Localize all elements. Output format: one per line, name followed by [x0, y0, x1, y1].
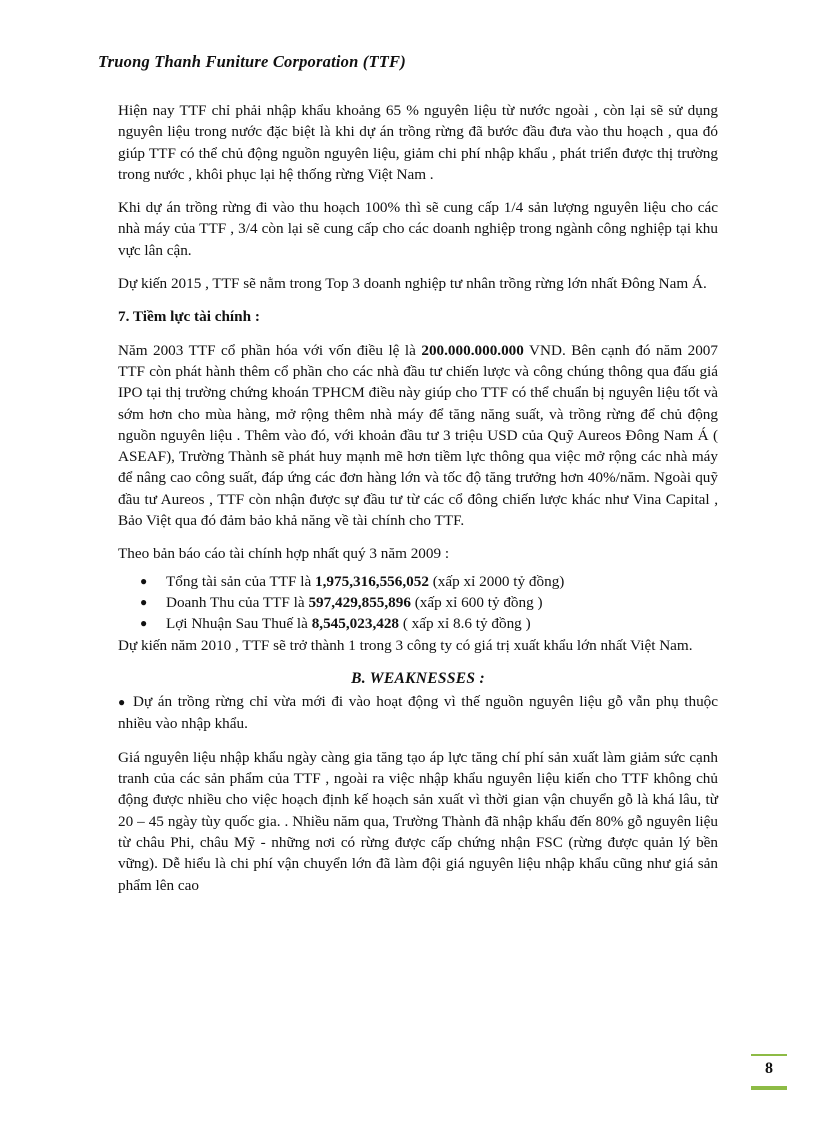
accent-line-bottom: [751, 1086, 787, 1090]
capital-value: 200.000.000.000: [421, 341, 524, 359]
list-item: [140, 592, 718, 613]
weakness-text: Dự án trồng rừng chỉ vừa mới đi vào hoạt động vì thế nguồn nguyên liệu gỗ vẫn phụ thuộc nhiều vào nhập khẩu.: [118, 693, 718, 733]
report-intro: Theo bản báo cáo tài chính hợp nhất quý 3 năm 2009 :: [118, 545, 450, 563]
accent-line-top: [751, 1054, 787, 1056]
paragraph: Khi dự án trồng rừng đi vào thu hoạch 100% thì sẽ cung cấp 1/4 sản lượng nguyên liệu cho các nhà máy của TTF , 3/4 còn lại sẽ cung cấp cho các doanh nghiệp trong ngành công nghiệp tại khu vực lân cận.: [118, 199, 718, 259]
document-header: Truong Thanh Funiture Corporation (TTF): [98, 52, 406, 71]
page-number-box: [751, 1054, 787, 1090]
weaknesses-heading: B. WEAKNESSES :: [351, 669, 485, 687]
item-value: 597,429,855,896: [308, 593, 411, 611]
bullet-icon: ●: [140, 594, 148, 609]
list-item: [140, 571, 718, 592]
page-content: [118, 100, 718, 908]
item-note: (xấp xỉ 2000 tỷ đồng): [428, 572, 565, 590]
list-item: [140, 613, 718, 634]
page-number: 8: [765, 1060, 773, 1077]
bullet-icon: ●: [140, 616, 148, 631]
section-heading: 7. Tiềm lực tài chính :: [118, 308, 260, 326]
financial-list: [118, 571, 718, 635]
paragraph: Hiện nay TTF chỉ phải nhập khẩu khoảng 65 % nguyên liệu từ nước ngoài , còn lại sẽ sử dụng nguyên liệu trong nước đặc biệt là khi dự án trồng rừng đã bước đầu đưa vào thu hoạch , qua đó giúp TTF có thể chủ động nguồn nguyên liệu, giảm chi phí nhập khẩu , phát triển được thị trường trong nước , khôi phục lại hệ thống rừng Việt Nam .: [118, 102, 718, 183]
bullet-icon: ●: [140, 573, 148, 588]
item-value: 1,975,316,556,052: [315, 572, 429, 590]
weakness-bullet: [118, 691, 718, 735]
bullet-icon: ●: [118, 695, 128, 710]
item-value: 8,545,023,428: [311, 615, 400, 633]
item-note: ( xấp xỉ 8.6 tỷ đồng ): [399, 615, 531, 633]
text-span: VND. Bên cạnh đó năm 2007 TTF còn phát hành thêm cổ phần cho các nhà đầu tư chiến lược và công chúng thông qua đấu giá IPO tại thị trường chứng khoán TPHCM điều này giúp cho TTF có thể chuẩn bị nguyên liệu tốt và sớm hơn cho mùa hàng, mở rộng thêm nhà máy để tăng năng suất, và trồng rừng để chủ động nguồn nguyên liệu . Thêm vào đó, với khoản đầu tư 3 triệu USD của Quỹ Aureos Đông Nam Á ( ASEAF), Trường Thành sẽ phát huy mạnh mẽ hơn tiềm lực thông qua việc mở rộng các nhà máy để nâng cao công suất, đáp ứng các đơn hàng lớn và tốc độ tăng trưởng hơn 40%/năm. Ngoài quỹ đầu tư Aureos , TTF còn nhận được sự đầu tư từ các cổ đông chiến lược khác như Vina Capital , Bảo Việt qua đó đảm bảo khả năng về tài chính cho TTF.: [118, 341, 718, 530]
item-label: Doanh Thu của TTF là: [166, 593, 309, 611]
paragraph: Giá nguyên liệu nhập khẩu ngày càng gia tăng tạo áp lực tăng chí phí sản xuất làm giảm sức cạnh tranh của các sản phẩm của TTF , ngoài ra việc nhập khẩu nguyên liệu kiến cho TTF không chủ động được nhiều cho việc hoạch định kế hoạch sản xuất vì thời gian vận chuyển gỗ là khá lâu, từ 20 – 45 ngày tùy quốc gia. . Nhiều năm qua, Trường Thành đã nhập khẩu đến 80% gỗ nguyên liệu từ châu Phi, châu Mỹ - những nơi có rừng được cấp chứng nhận FSC (rừng được quản lý bền vững). Dễ hiểu là chi phí vận chuyển lớn đã làm đội giá nguyên liệu nhập khẩu cũng như giá sản phẩm lên cao: [118, 748, 718, 894]
item-label: Tổng tài sản của TTF là: [166, 572, 316, 590]
paragraph-capital: [118, 340, 718, 532]
text-span: Năm 2003 TTF cổ phần hóa với vốn điều lệ là: [118, 341, 422, 359]
item-label: Lợi Nhuận Sau Thuế là: [166, 615, 312, 633]
outlook-paragraph: Dự kiến năm 2010 , TTF sẽ trở thành 1 trong 3 công ty có giá trị xuất khẩu lớn nhất Việt Nam.: [118, 636, 693, 654]
paragraph: Dự kiến 2015 , TTF sẽ nằm trong Top 3 doanh nghiệp tư nhân trồng rừng lớn nhất Đông Nam Á.: [118, 275, 707, 293]
item-note: (xấp xỉ 600 tỷ đồng ): [410, 593, 543, 611]
